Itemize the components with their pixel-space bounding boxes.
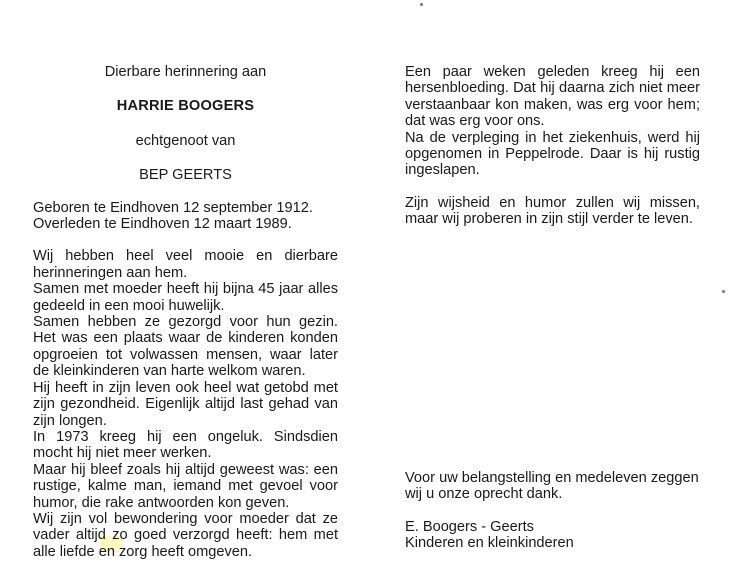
paragraph: In 1973 kreeg hij een ongeluk. Sindsdien mocht hij niet meer werken. — [33, 428, 338, 462]
paragraph: Wij zijn vol bewondering voor moeder dat ze vader altijd zo goed verzorgd heeft: hem met alle liefde en zorg heeft omgeven. — [33, 510, 338, 560]
thanks-text: Voor uw belangstelling en medeleven zeggen wij u onze oprecht dank. — [405, 470, 699, 503]
paragraph: Samen hebben ze gezorgd voor hun gezin. Het was een plaats waar de kinderen konden opgroeien tot volwassen mensen, waar later de kleinkinderen van harte welkom waren. — [33, 314, 338, 380]
closing-paragraph: Zijn wijsheid en humor zullen wij missen, maar wij proberen in zijn stijl verder te leven. — [405, 194, 700, 228]
speck — [722, 290, 725, 293]
born-line: Geboren te Eindhoven 12 september 1912. — [33, 199, 313, 216]
paragraph: Wij hebben heel veel mooie en dierbare herinneringen aan hem. — [33, 248, 338, 281]
paragraph: Een paar weken geleden kreeg hij een hersenbloeding. Dat hij daarna zich niet meer verstaanbaar kon maken, was erg voor hem; dat was erg voor ons. — [405, 64, 700, 130]
header — [33, 64, 338, 184]
left-text — [33, 248, 338, 560]
deceased-name: HARRIE BOOGERS — [116, 98, 255, 115]
signature-name: E. Boogers - Geerts — [405, 518, 534, 535]
paragraph: Hij heeft in zijn leven ook heel wat getobd met zijn gezondheid. Eigenlijk altijd last gehad van zijn longen. — [33, 379, 338, 429]
speck — [420, 3, 423, 6]
right-footer — [405, 470, 705, 552]
paragraph: Samen met moeder heeft hij bijna 45 jaar alles gedeeld in een mooi huwelijk. — [33, 281, 338, 314]
intro-line: Dierbare herinnering aan — [104, 64, 267, 80]
spouse-name: BEP GEERTS — [139, 167, 232, 184]
signature-family: Kinderen en kleinkinderen — [405, 535, 574, 552]
relation-line: echtgenoot van — [135, 132, 236, 149]
right-column — [405, 64, 700, 228]
paragraph: Na de verpleging in het ziekenhuis, werd hij opgenomen in Peppelrode. Daar is hij rustig ingeslapen. — [405, 129, 700, 179]
died-line: Overleden te Eindhoven 12 maart 1989. — [33, 216, 292, 233]
left-column — [33, 64, 338, 560]
paragraph: Maar hij bleef zoals hij altijd geweest was: een rustige, kalme man, iemand met gevoel voor humor, die rake antwoorden kon geven. — [33, 461, 338, 511]
dates — [33, 200, 338, 233]
